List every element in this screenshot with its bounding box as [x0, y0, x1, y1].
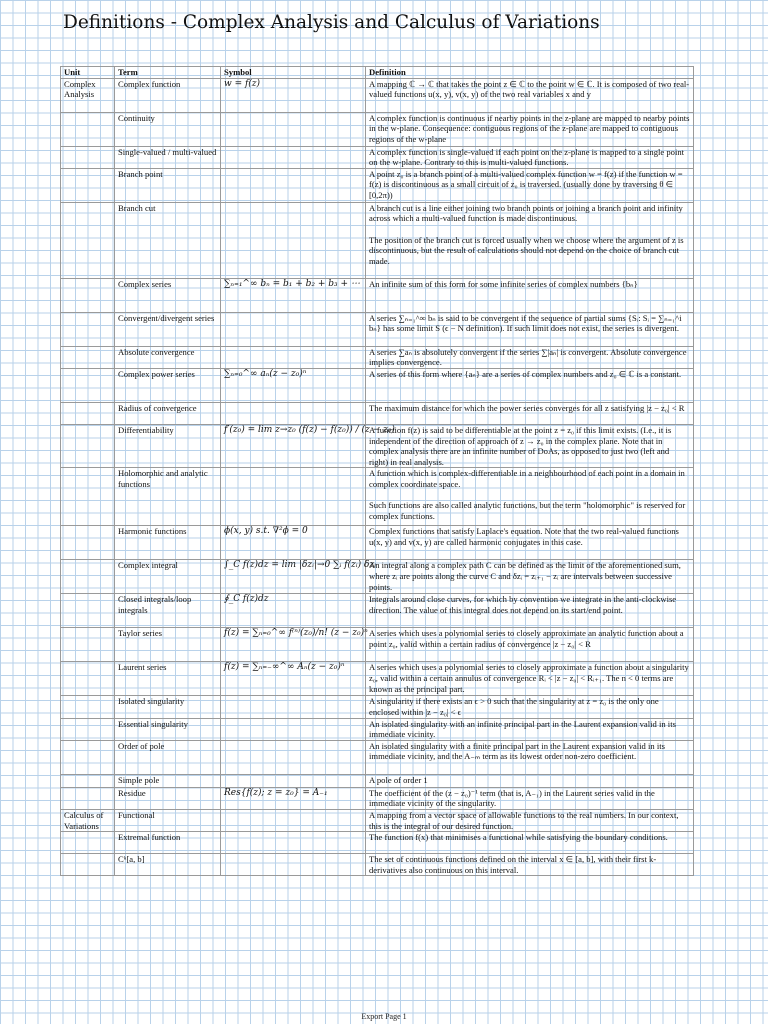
definition-paragraph: A pole of order 1 — [369, 774, 428, 785]
unit-cell — [61, 718, 115, 740]
term-cell: Differentiability — [115, 424, 221, 467]
term-cell: Branch point — [115, 168, 221, 202]
symbol-cell — [221, 718, 366, 740]
definition-paragraph: The maximum distance for which the power series converges for all z satisfying |z − z₀| < R — [369, 402, 685, 413]
term-cell: Complex function — [115, 78, 221, 112]
definition-paragraph: A series ∑aₙ is absolutely convergent if the series ∑|aₙ| is convergent. Absolute convergence implies convergence. — [369, 346, 687, 368]
definition-cell — [366, 526, 694, 560]
term-cell: Holomorphic and analytic functions — [115, 468, 221, 526]
table-row — [61, 402, 694, 424]
table-row — [61, 662, 694, 696]
definition-paragraph: A series which uses a polynomial series to closely approximate a function about a singularity z₀, valid within a certain annulus of convergence Rᵢ < |z − z₀| < Rᵢ₊₁. The n < 0 terms are known as the principal part. — [369, 662, 689, 694]
symbol-cell — [221, 168, 366, 202]
table-row — [61, 278, 694, 312]
definition-paragraph: A complex function is continuous if nearby points in the z-plane are mapped to nearby points in the w-plane. Consequence: contiguous regions of the z-plane are mapped to contiguous regions of the w-plane — [369, 112, 690, 144]
unit-cell — [61, 312, 115, 346]
unit-cell — [61, 168, 115, 202]
definition-cell — [366, 168, 694, 202]
table-row — [61, 526, 694, 560]
table-row — [61, 560, 694, 594]
definition-cell — [366, 278, 694, 312]
table-row — [61, 594, 694, 628]
symbol-cell — [221, 854, 366, 876]
header-definition: Definition — [366, 67, 694, 79]
definition-cell — [366, 312, 694, 346]
definition-cell — [366, 832, 694, 854]
term-cell: Taylor series — [115, 628, 221, 662]
definition-cell — [366, 112, 694, 146]
definition-paragraph: A complex function is single-valued if each point on the z-plane is mapped to a single point on the w-plane. Contrary to this is multi-valued functions. — [369, 146, 685, 168]
term-cell: Laurent series — [115, 662, 221, 696]
definition-cell — [366, 78, 694, 112]
definition-paragraph: A singularity if there exists an ϵ > 0 such that the singularity at z = z₀ is the only one enclosed within |z − z₀| < ϵ — [369, 696, 659, 717]
definition-cell — [366, 202, 694, 278]
unit-cell — [61, 146, 115, 168]
term-cell: Residue — [115, 787, 221, 809]
table-row — [61, 368, 694, 402]
term-cell: Closed integrals/loop integrals — [115, 594, 221, 628]
symbol-cell: ∫_C f(z)dz = lim |δzᵢ|→0 ∑ᵢ f(zᵢ) δzᵢ — [221, 560, 366, 594]
symbol-cell — [221, 346, 366, 368]
term-cell: Functional — [115, 809, 221, 831]
definition-cell — [366, 594, 694, 628]
term-cell: Simple pole — [115, 774, 221, 787]
table-header-row — [61, 67, 694, 79]
table-row — [61, 809, 694, 831]
term-cell: Essential singularity — [115, 718, 221, 740]
table-row — [61, 696, 694, 718]
definition-paragraph: The coefficient of the (z − z₀)⁻¹ term (that is, A₋₁) in the Laurent series valid in the immediate vicinity of the singularity. — [369, 787, 655, 809]
symbol-cell: f(z) = ∑ₙ₌₋∞^∞ Aₙ(z − z₀)ⁿ — [221, 662, 366, 696]
page-title: Definitions - Complex Analysis and Calculus of Variations — [63, 12, 600, 33]
term-cell: Absolute convergence — [115, 346, 221, 368]
table-row — [61, 774, 694, 787]
unit-cell — [61, 202, 115, 278]
symbol-cell — [221, 696, 366, 718]
unit-cell — [61, 402, 115, 424]
term-cell: Convergent/divergent series — [115, 312, 221, 346]
unit-cell: Calculus of Variations — [61, 809, 115, 831]
symbol-cell: f′(z₀) = lim z→z₀ (f(z) − f(z₀)) / (z − z₀) — [221, 424, 366, 467]
definition-cell — [366, 368, 694, 402]
table-row — [61, 832, 694, 854]
table-row — [61, 468, 694, 526]
term-cell: Harmonic functions — [115, 526, 221, 560]
term-cell: Complex integral — [115, 560, 221, 594]
definition-cell — [366, 787, 694, 809]
definition-paragraph: A series which uses a polynomial series to closely approximate an analytic function about a point z₀, valid within a certain radius of convergence |z − z₀| < R — [369, 628, 684, 649]
unit-cell — [61, 278, 115, 312]
definition-paragraph: A branch cut is a line either joining two branch points or joining a branch point and infinity across which a multi-valued function is made discontinuous. — [369, 202, 683, 224]
definition-paragraph: Such functions are also called analytic functions, but the term "holomorphic" is reserved for complex functions. — [369, 500, 686, 521]
page-footer: Export Page 1 — [361, 1012, 407, 1021]
symbol-cell — [221, 146, 366, 168]
table-row — [61, 146, 694, 168]
term-cell: Cᵏ[a, b] — [115, 854, 221, 876]
definition-paragraph: The set of continuous functions defined on the interval x ∈ [a, b], with their first k-derivatives also continuous on this interval. — [369, 854, 657, 875]
term-cell: Extremal function — [115, 832, 221, 854]
unit-cell — [61, 346, 115, 368]
table-row — [61, 112, 694, 146]
definition-cell — [366, 346, 694, 368]
table-row — [61, 312, 694, 346]
definition-cell — [366, 402, 694, 424]
unit-cell — [61, 740, 115, 774]
unit-cell — [61, 594, 115, 628]
term-cell: Complex series — [115, 278, 221, 312]
table-row — [61, 78, 694, 112]
symbol-cell — [221, 402, 366, 424]
term-cell: Radius of convergence — [115, 402, 221, 424]
unit-cell: Complex Analysis — [61, 78, 115, 112]
unit-cell — [61, 368, 115, 402]
table-row — [61, 718, 694, 740]
symbol-cell: ∑ₙ₌₁^∞ bₙ = b₁ + b₂ + b₃ + ⋯ — [221, 278, 366, 312]
symbol-cell: ϕ(x, y) s.t. ∇²ϕ = 0 — [221, 526, 366, 560]
definition-paragraph: A mapping ℂ → ℂ that takes the point z ∈ ℂ to the point w ∈ ℂ. It is composed of two real-valued functions u(x, y), v(x, y) of the two real variables x and y — [369, 78, 690, 100]
definition-paragraph: A point z₀ is a branch point of a multi-valued complex function w = f(z) if the function w = f(z) is discontinuous as a small circuit of z₀ is traversed. (usually done by traversing θ ∈ [0,2π)) — [369, 168, 683, 200]
definition-paragraph: Complex functions that satisfy Laplace's equation. Note that the two real-valued functions u(x, y) and v(x, y) are called harmonic conjugates in this case. — [369, 526, 679, 547]
symbol-cell — [221, 774, 366, 787]
definition-paragraph: An integral along a complex path C can be defined as the limit of the aforementioned sum, where zᵢ are points along the curve C and δzᵢ = zᵢ₊₁ − zᵢ are intervals between successive points. — [369, 560, 681, 592]
unit-cell — [61, 662, 115, 696]
symbol-cell — [221, 312, 366, 346]
definition-paragraph: A series ∑ₙ₌₁^∞ bₙ is said to be convergent if the sequence of partial sums {Sᵢ: Sᵢ = ∑ₙ₌₁^i bₙ} has some limit S (ϵ − N definition). If such limit does not exist, the series is divergent. — [369, 312, 682, 334]
symbol-cell: w = f(z) — [221, 78, 366, 112]
table-row — [61, 202, 694, 278]
unit-cell — [61, 468, 115, 526]
definition-paragraph: A function which is complex-differentiable in a neighbourhood of each point in a domain in complex coordinate space. — [369, 468, 685, 489]
unit-cell — [61, 526, 115, 560]
header-symbol: Symbol — [221, 67, 366, 79]
unit-cell — [61, 854, 115, 876]
symbol-cell: Res{f(z); z = z₀} = A₋₁ — [221, 787, 366, 809]
table-row — [61, 168, 694, 202]
term-cell: Order of pole — [115, 740, 221, 774]
definition-paragraph: Integrals around close curves, for which by convention we integrate in the anti-clockwise direction. The value of this integral does not depend on its start/end point. — [369, 594, 677, 615]
definitions-table — [60, 66, 694, 876]
term-cell: Single-valued / multi-valued — [115, 146, 221, 168]
unit-cell — [61, 832, 115, 854]
header-term: Term — [115, 67, 221, 79]
definition-cell — [366, 809, 694, 831]
definition-paragraph: The function f(x) that minimises a functional while satisfying the boundary conditions. — [369, 832, 668, 843]
unit-cell — [61, 424, 115, 467]
unit-cell — [61, 774, 115, 787]
symbol-cell: ∮_C f(z)dz — [221, 594, 366, 628]
definition-paragraph: An isolated singularity with a finite principal part in the Laurent expansion valid in its immediate vicinity, and the A₋ₘ term as its lowest order non-zero coefficient. — [369, 740, 665, 762]
definition-cell — [366, 146, 694, 168]
table-row — [61, 740, 694, 774]
symbol-cell: f(z) = ∑ₙ₌₀^∞ f⁽ⁿ⁾(z₀)/n! (z − z₀)ⁿ — [221, 628, 366, 662]
unit-cell — [61, 560, 115, 594]
symbol-cell: ∑ₙ₌₀^∞ aₙ(z − z₀)ⁿ — [221, 368, 366, 402]
symbol-cell — [221, 809, 366, 831]
definition-cell — [366, 740, 694, 774]
definition-cell — [366, 718, 694, 740]
definition-paragraph: An isolated singularity with an infinite principal part in the Laurent expansion valid in its immediate vicinity. — [369, 718, 676, 740]
unit-cell — [61, 696, 115, 718]
symbol-cell — [221, 832, 366, 854]
symbol-cell — [221, 112, 366, 146]
definition-paragraph: The position of the branch cut is forced usually when we choose where the argument of z is discontinuous, but the result of calculations should not depend on the choice of branch cut made. — [369, 234, 684, 266]
definition-paragraph: A function f(z) is said to be differentiable at the point z = z₀ if this limit exists. (I.e., it is independent of the direction of approach of z → z₀ in the complex plane. Note that in complex analysis there are an infinite number of DoAs, as opposed to just two (left and right) in real analysis. — [369, 424, 672, 467]
header-unit: Unit — [61, 67, 115, 79]
table-row — [61, 854, 694, 876]
definition-paragraph: A series of this form where {aₙ} are a series of complex numbers and z₀ ∈ ℂ is a constant. — [369, 368, 682, 379]
term-cell: Branch cut — [115, 202, 221, 278]
definition-paragraph: An infinite sum of this form for some infinite series of complex numbers {bₙ} — [369, 278, 638, 289]
unit-cell — [61, 787, 115, 809]
symbol-cell — [221, 740, 366, 774]
table-row — [61, 628, 694, 662]
symbol-cell — [221, 202, 366, 278]
definition-cell — [366, 424, 694, 467]
definition-cell — [366, 774, 694, 787]
definition-cell — [366, 560, 694, 594]
definition-cell — [366, 662, 694, 696]
definition-cell — [366, 468, 694, 526]
term-cell: Continuity — [115, 112, 221, 146]
unit-cell — [61, 112, 115, 146]
definition-cell — [366, 628, 694, 662]
table-row — [61, 346, 694, 368]
symbol-cell — [221, 468, 366, 526]
definition-paragraph: A mapping from a vector space of allowable functions to the real numbers. In our context, this is the integral of our desired function. — [369, 809, 679, 831]
table-row — [61, 787, 694, 809]
definition-cell — [366, 854, 694, 876]
unit-cell — [61, 628, 115, 662]
table-row — [61, 424, 694, 467]
definition-cell — [366, 696, 694, 718]
term-cell: Isolated singularity — [115, 696, 221, 718]
term-cell: Complex power series — [115, 368, 221, 402]
